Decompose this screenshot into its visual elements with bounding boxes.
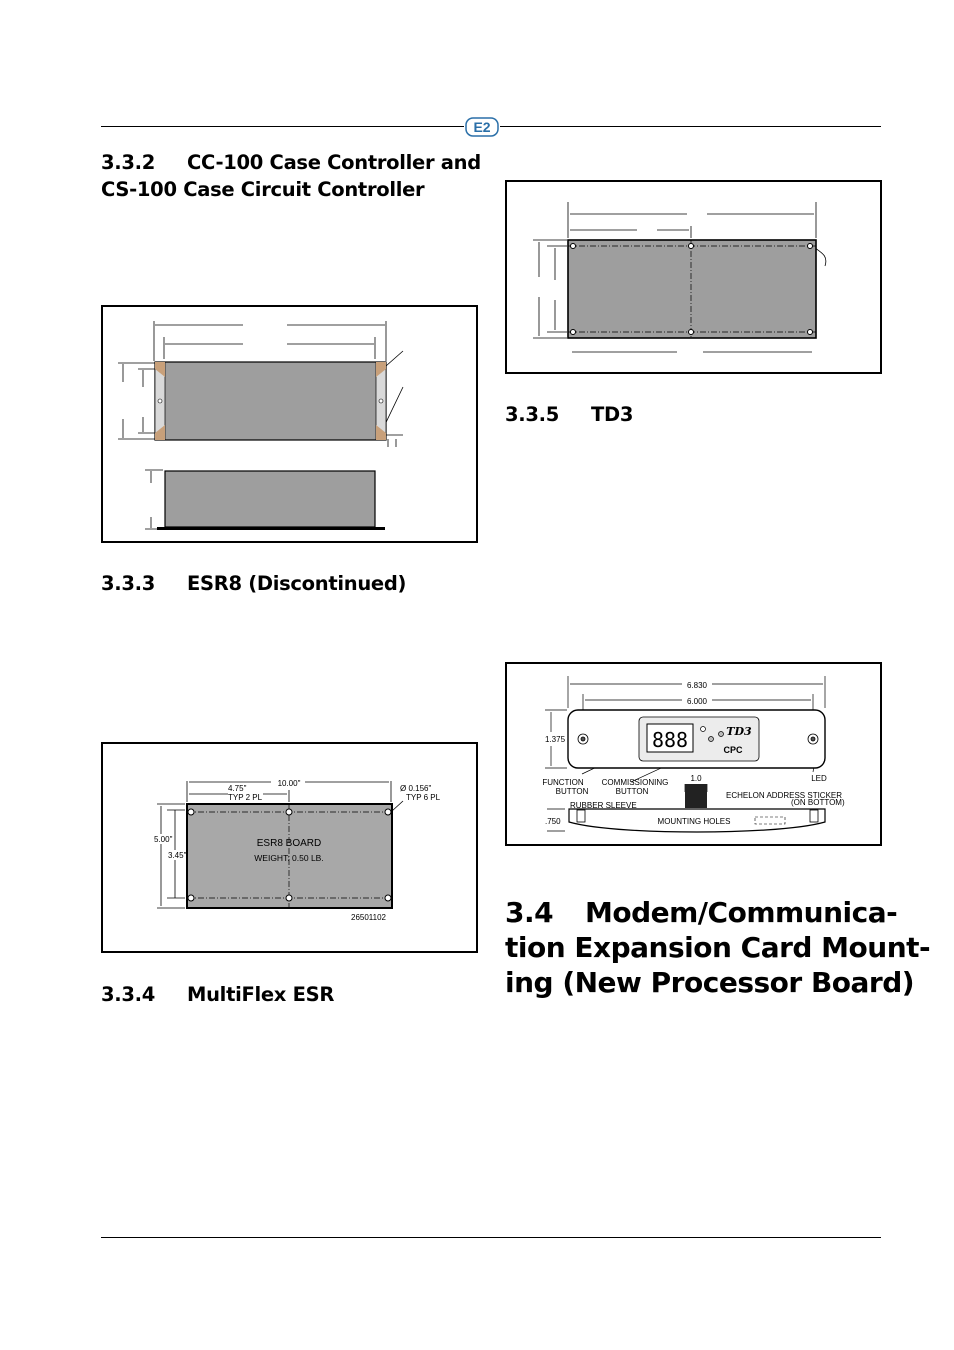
section-number: 3.3.4 (101, 983, 156, 1006)
td3-dimension-figure (505, 662, 882, 846)
section-heading-3-3-5 (505, 401, 633, 428)
esr8-part-number: 26501102 (351, 913, 386, 922)
esr8-dim-hole-note: TYP 2 PL (228, 793, 263, 802)
esr8-dimension-figure (101, 742, 478, 953)
td3-dim-inner: 6.000 (686, 697, 708, 706)
section-title-line1: Modem/Communica- (585, 896, 898, 929)
td3-function-button-2: BUTTON (555, 787, 589, 796)
td3-display-digits: 888 (651, 728, 689, 752)
td3-brand-label: CPC (723, 745, 743, 755)
td3-dim-sleeve: 1.0 (690, 774, 702, 783)
section-title-line2: CS-100 Case Circuit Controller (101, 178, 425, 201)
td3-echelon-sticker: ECHELON ADDRESS STICKER (726, 791, 843, 800)
section-heading-3-3-4 (101, 981, 334, 1008)
e2-logo-text: E2 (473, 119, 491, 135)
td3-dim-depth: .750 (545, 817, 561, 826)
esr8-dim-hole-dia-note: TYP 6 PL (406, 793, 441, 802)
section-title-line3: ing (New Processor Board) (505, 966, 915, 999)
td3-commissioning-button-2: BUTTON (615, 787, 649, 796)
section-title-line2: tion Expansion Card Mount- (505, 931, 931, 964)
td3-mounting-holes: MOUNTING HOLES (657, 817, 731, 826)
esr8-weight-label: WEIGHT: 0.50 LB. (254, 853, 324, 863)
td3-function-button: FUNCTION (542, 778, 584, 787)
esr8-dim-height: 5.00" (154, 835, 173, 844)
section-title: ESR8 (Discontinued) (187, 572, 407, 595)
td3-dim-outer: 6.830 (686, 681, 708, 690)
td3-dim-height: 1.375 (545, 735, 566, 744)
section-number: 3.3.5 (505, 403, 560, 426)
section-number: 3.3.2 (101, 151, 156, 174)
section-heading-3-3-2 (101, 149, 481, 203)
esr8-dim-hole-dia: Ø 0.156" (400, 784, 432, 793)
e2-logo (464, 114, 500, 140)
section-title: TD3 (591, 403, 634, 426)
multiflex-esr-dimension-figure (505, 180, 882, 374)
section-number: 3.4 (505, 896, 554, 929)
esr8-board-label: ESR8 BOARD (256, 838, 322, 849)
td3-model-label: TD3 (726, 725, 752, 738)
esr8-dim-width: 10.00" (277, 779, 301, 788)
section-number: 3.3.3 (101, 572, 156, 595)
section-heading-3-3-3 (101, 570, 406, 597)
td3-rubber-sleeve: RUBBER SLEEVE (570, 801, 637, 810)
cc100-dimension-figure (101, 305, 478, 543)
td3-commissioning-button: COMMISSIONING (601, 778, 669, 787)
section-title: MultiFlex ESR (187, 983, 335, 1006)
footer-rule (101, 1237, 881, 1238)
td3-led-label: LED (811, 774, 827, 783)
td3-echelon-sticker-2: (ON BOTTOM) (791, 798, 845, 807)
section-heading-3-4 (505, 895, 930, 1000)
section-title-line1: CC-100 Case Controller and (187, 151, 481, 174)
esr8-dim-hole-spacing: 4.75" (228, 784, 247, 793)
esr8-dim-height-inner: 3.45" (168, 851, 187, 860)
